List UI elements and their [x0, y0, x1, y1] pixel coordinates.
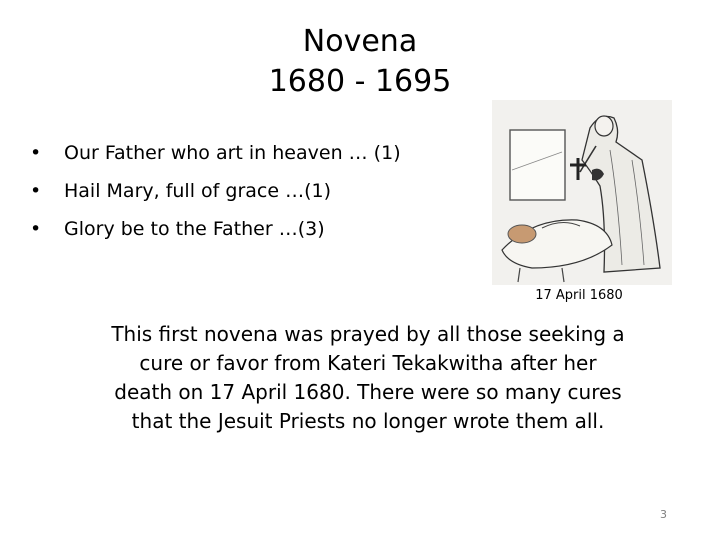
slide-title: [200, 22, 520, 102]
title-line: 1680 - 1695: [268, 64, 452, 99]
list-item: [30, 134, 401, 172]
bullet-icon: •: [30, 180, 42, 202]
body-line: This first novena was prayed by all those seeking a: [111, 322, 625, 346]
sketch-figure: [492, 100, 672, 285]
body-paragraph: [60, 320, 676, 436]
list-item: [30, 210, 401, 248]
bullet-icon: •: [30, 218, 42, 240]
list-item-text: Glory be to the Father …(3): [64, 218, 325, 240]
bullet-icon: •: [30, 142, 42, 164]
list-item: [30, 172, 401, 210]
page-number: 3: [660, 508, 667, 521]
title-line: Novena: [302, 24, 418, 59]
body-line: cure or favor from Kateri Tekakwitha after her: [139, 351, 597, 375]
deathbed-illustration: [492, 100, 672, 285]
illustration-caption: 17 April 1680: [535, 288, 623, 303]
body-line: that the Jesuit Priests no longer wrote them all.: [131, 409, 605, 433]
body-line: death on 17 April 1680. There were so many cures: [114, 380, 622, 404]
prayer-list: [30, 134, 401, 248]
list-item-text: Hail Mary, full of grace …(1): [64, 180, 331, 202]
list-item-text: Our Father who art in heaven … (1): [64, 142, 401, 164]
